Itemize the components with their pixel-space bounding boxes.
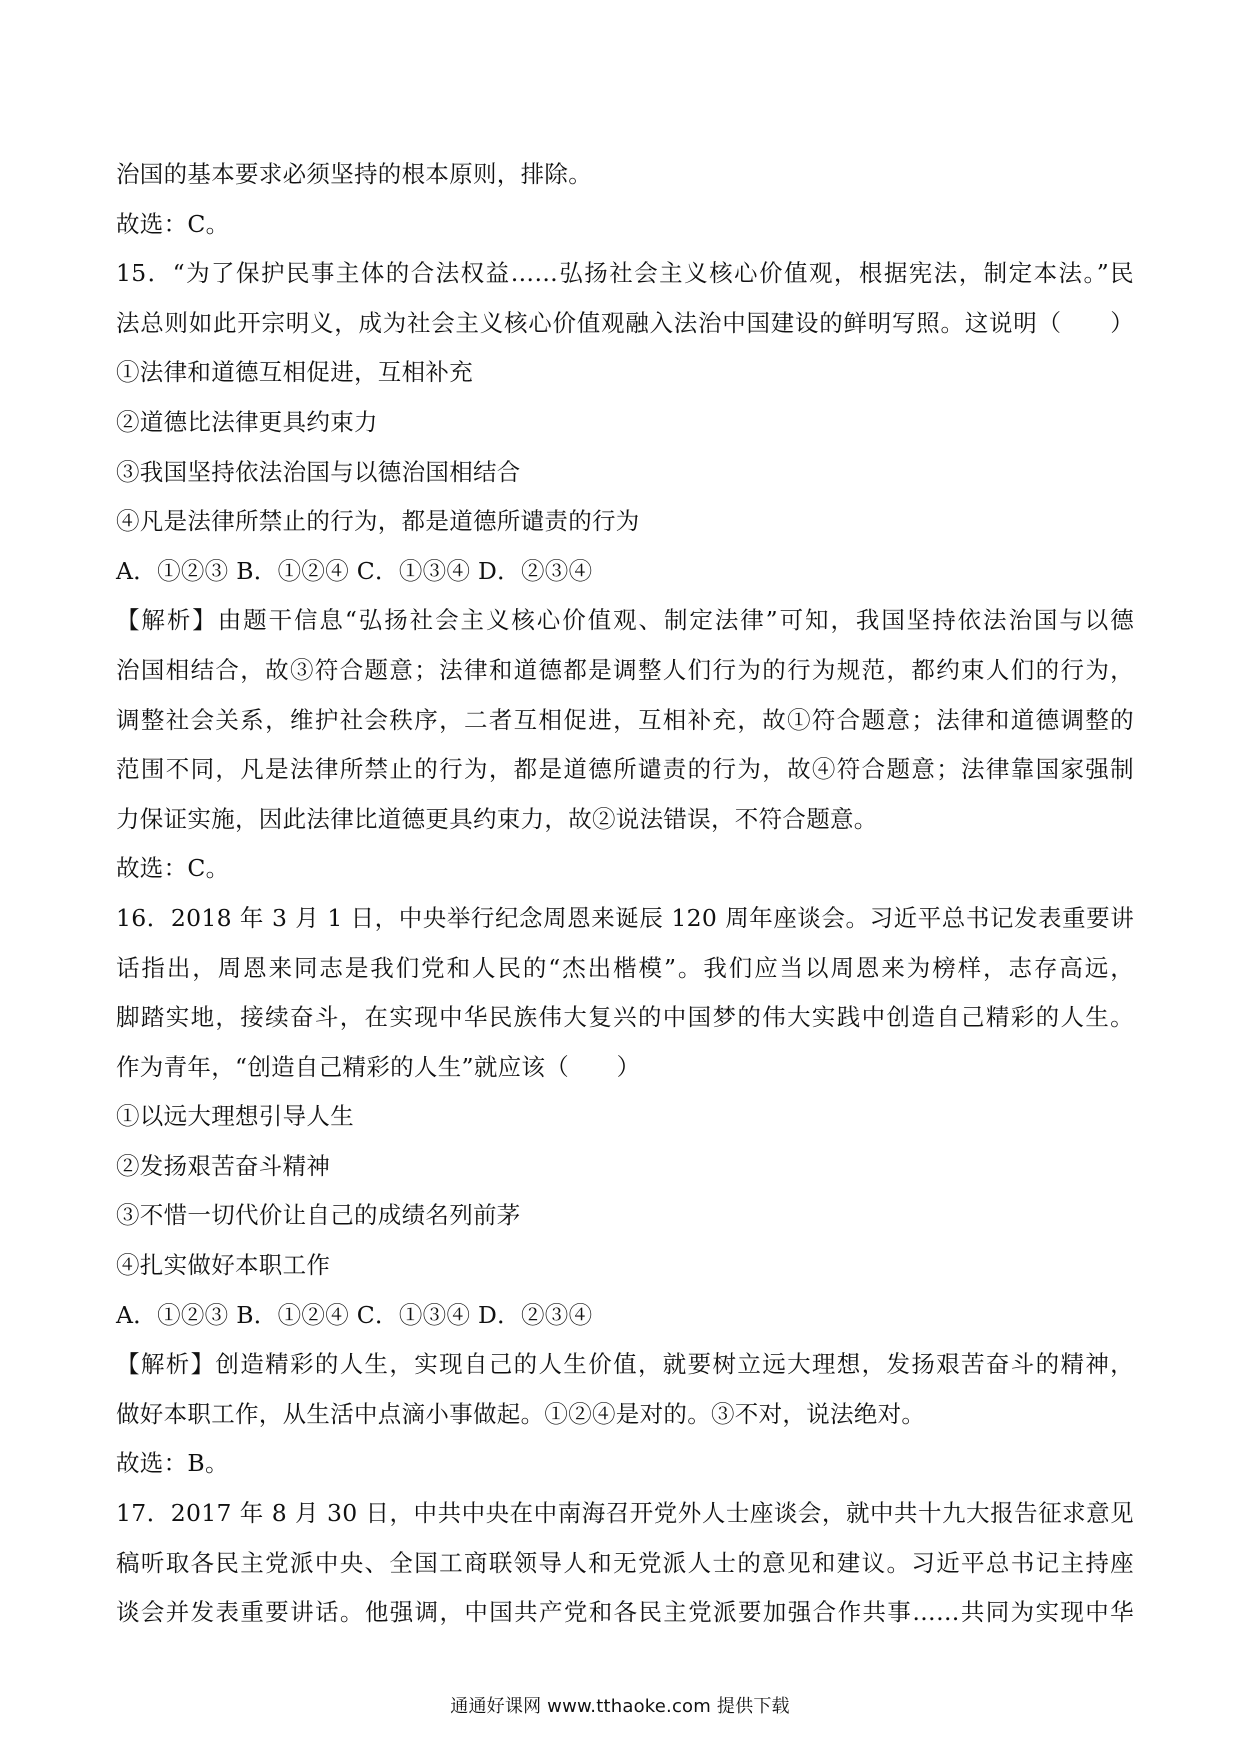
- question-16-line: 作为青年，“创造自己精彩的人生”就应该（ ）: [116, 1052, 641, 1081]
- question-17-line: 17．2017 年 8 月 30 日，中共中央在中南海召开党外人士座谈会，就中共十九大报告征求意见: [116, 1499, 1134, 1528]
- question-15-line: 15．“为了保护民事主体的合法权益……弘扬社会主义核心价值观，根据宪法，制定本法。”民: [116, 259, 1134, 288]
- analysis-line: 做好本职工作，从生活中点滴小事做起。①②④是对的。③不对，说法绝对。: [116, 1399, 926, 1428]
- question-16-line: 脚踏实地，接续奋斗，在实现中华民族伟大复兴的中国梦的伟大实践中创造自己精彩的人生。: [116, 1003, 1134, 1032]
- question-15-line: 法总则如此开宗明义，成为社会主义核心价值观融入法治中国建设的鲜明写照。这说明（ ）: [116, 308, 1134, 337]
- analysis-line: 调整社会关系，维护社会秩序，二者互相促进，互相补充，故①符合题意；法律和道德调整的: [116, 705, 1134, 734]
- option-line: ③我国坚持依法治国与以德治国相结合: [116, 457, 521, 486]
- question-17-line: 谈会并发表重要讲话。他强调，中国共产党和各民主党派要加强合作共事……共同为实现中华: [116, 1598, 1134, 1627]
- choices-line: A．①②③ B．①②④ C．①③④ D．②③④: [116, 556, 593, 585]
- option-line: ①以远大理想引导人生: [116, 1102, 354, 1131]
- question-16-line: 话指出，周恩来同志是我们党和人民的“杰出楷模”。我们应当以周恩来为榜样，志存高远，: [116, 953, 1134, 982]
- option-line: ③不惜一切代价让自己的成绩名列前茅: [116, 1201, 521, 1230]
- analysis-line: 【解析】创造精彩的人生，实现自己的人生价值，就要树立远大理想，发扬艰苦奋斗的精神，: [116, 1350, 1134, 1379]
- option-line: ②发扬艰苦奋斗精神: [116, 1151, 331, 1180]
- answer-line: 故选：C。: [116, 209, 230, 238]
- choices-line: A．①②③ B．①②④ C．①③④ D．②③④: [116, 1300, 593, 1329]
- option-line: ②道德比法律更具约束力: [116, 407, 378, 436]
- analysis-line: 治国相结合，故③符合题意；法律和道德都是调整人们行为的行为规范，都约束人们的行为，: [116, 655, 1134, 684]
- option-line: ①法律和道德互相促进，互相补充: [116, 358, 473, 387]
- analysis-line: 【解析】由题干信息“弘扬社会主义核心价值观、制定法律”可知，我国坚持依法治国与以德: [116, 606, 1134, 635]
- option-line: ④凡是法律所禁止的行为，都是道德所谴责的行为: [116, 507, 640, 536]
- question-17-line: 稿听取各民主党派中央、全国工商联领导人和无党派人士的意见和建议。习近平总书记主持座: [116, 1548, 1134, 1577]
- document-body: [116, 150, 1134, 1638]
- option-line: ④扎实做好本职工作: [116, 1251, 331, 1280]
- answer-line: 故选：B。: [116, 1449, 229, 1478]
- question-16-line: 16．2018 年 3 月 1 日，中央举行纪念周恩来诞辰 120 周年座谈会。习近平总书记发表重要讲: [116, 903, 1134, 932]
- analysis-line: 力保证实施，因此法律比道德更具约束力，故②说法错误，不符合题意。: [116, 804, 878, 833]
- answer-line: 故选：C。: [116, 854, 230, 883]
- analysis-line: 范围不同，凡是法律所禁止的行为，都是道德所谴责的行为，故④符合题意；法律靠国家强制: [116, 755, 1134, 784]
- page-footer: 通通好课网 www.tthaoke.com 提供下载: [450, 1696, 790, 1717]
- text-line: 治国的基本要求必须坚持的根本原则，排除。: [116, 160, 592, 188]
